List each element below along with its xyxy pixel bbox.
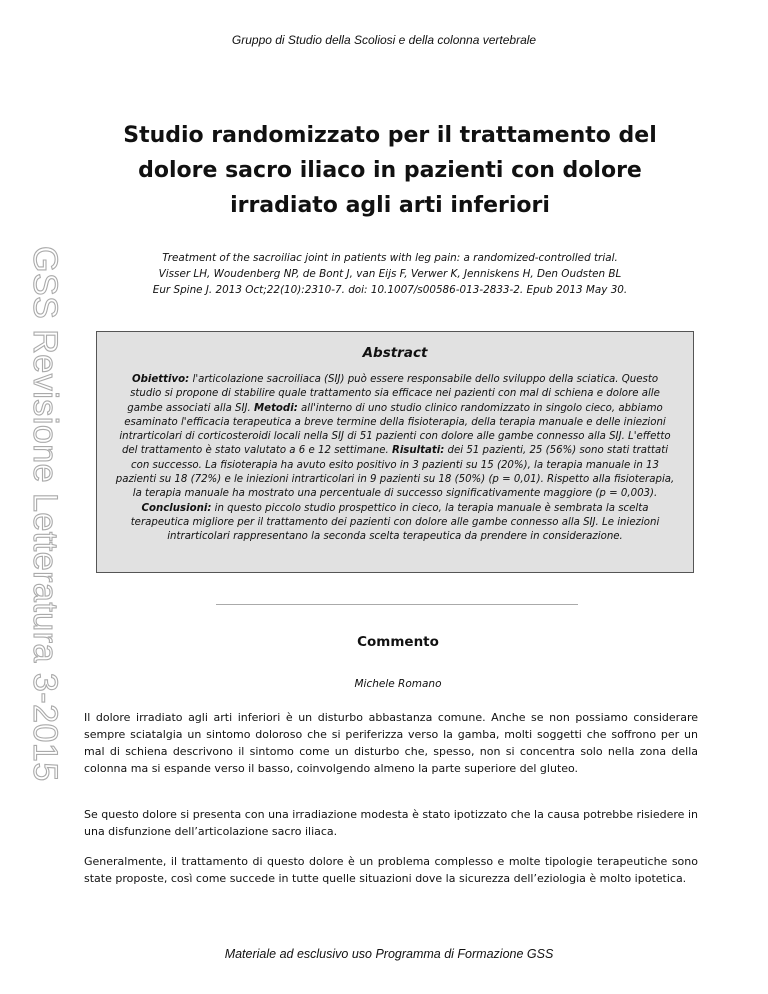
abstract-conclusions-text: in questo piccolo studio prospettico in cieco, la terapia manuale è sembrata la scelta terapeutica migliore per il trattamento dei pazienti con dolore alle gambe connesso alla SIJ. Le iniezioni intrarticolari rappresentano la seconda scelta terapeutica da prendere in considerazione. [130, 502, 660, 543]
article-title: Studio randomizzato per il trattamento del dolore sacro iliaco in pazienti con dolore irradiato agli arti inferiori [123, 123, 657, 218]
abstract-conclusions-label: Conclusioni: [141, 502, 212, 514]
comment-author: Michele Romano [354, 678, 442, 690]
comment-heading: Commento [357, 634, 439, 650]
abstract-methods-label: Metodi: [254, 402, 298, 414]
side-watermark-label: GSS Revisione Letteratura 3-2015 [26, 246, 64, 782]
section-divider [216, 604, 578, 605]
page-header: Gruppo di Studio della Scoliosi e della colonna vertebrale [231, 33, 537, 47]
abstract-heading: Abstract [362, 345, 428, 361]
abstract-text [115, 373, 675, 545]
comment-paragraph-1: Il dolore irradiato agli arti inferiori è un disturbo abbastanza comune. Anche se non possiamo considerare sempre sciatalgia un sintomo doloroso che si periferizza verso la gamba, molti soggetti che soffrono per un mal di schiena descrivono il sintomo come un disturbo che, spesso, non si concentra solo nella zona della colonna ma si espande verso il basso, coinvolgendo almeno la parte superiore del gluteo. [84, 711, 698, 775]
abstract-results-label: Risultati: [391, 445, 445, 457]
citation-authors: Visser LH, Woudenberg NP, de Bont J, van Eijs F, Verwer K, Jenniskens H, Den Oudsten BL [158, 268, 622, 280]
abstract-methods-text: all'interno di uno studio clinico randomizzato in singolo cieco, abbiamo esaminato l'efficacia terapeutica a breve termine della fisioterapia, della terapia manuale e delle iniezioni intrarticolari di corticosteroidi locali nella SIJ di 51 pazienti con dolore alle gambe connesso alla SIJ. L'effetto del trattamento è stato valutato a 6 e 12 settimane. [119, 402, 671, 457]
abstract-objective-label: Obiettivo: [131, 374, 190, 385]
citation-journal: Eur Spine J. 2013 Oct;22(10):2310-7. doi: 10.1007/s00586-013-2833-2. Epub 2013 May 30. [152, 284, 628, 296]
citation-title: Treatment of the sacroiliac joint in patients with leg pain: a randomized-controlled trial. [162, 252, 618, 264]
abstract-box [96, 331, 694, 573]
comment-paragraph-2: Se questo dolore si presenta con una irradiazione modesta è stato ipotizzato che la causa potrebbe risiedere in una disfunzione dell’articolazione sacro iliaca. [84, 808, 698, 838]
citation-reference [110, 250, 670, 298]
abstract-results-text: dei 51 pazienti, 25 (56%) sono stati trattati con successo. La fisioterapia ha avuto esito positivo in 3 pazienti su 15 (20%), la terapia manuale in 13 pazienti su 18 (72%) e le iniezioni intrarticolari in 9 pazienti su 18 (50%) (p = 0,01). Rispetto alla fisioterapia, la terapia manuale ha mostrato una percentuale di successo significativamente maggiore (p = 0,003). [115, 445, 675, 500]
page-footer: Materiale ad esclusivo uso Programma di Formazione GSS [224, 947, 554, 961]
comment-paragraph-3: Generalmente, il trattamento di questo dolore è un problema complesso e molte tipologie terapeutiche sono state proposte, così come succede in tutte quelle situazioni dove la sicurezza dell’eziologia è molto ipotetica. [84, 855, 698, 885]
abstract-objective-text: l'articolazione sacroiliaca (SIJ) può essere responsabile dello sviluppo della sciatica. Questo studio si propone di stabilire quale trattamento sia efficace nei pazienti con mal di schiena e dolore alle gambe associati alla SIJ. [127, 374, 660, 414]
